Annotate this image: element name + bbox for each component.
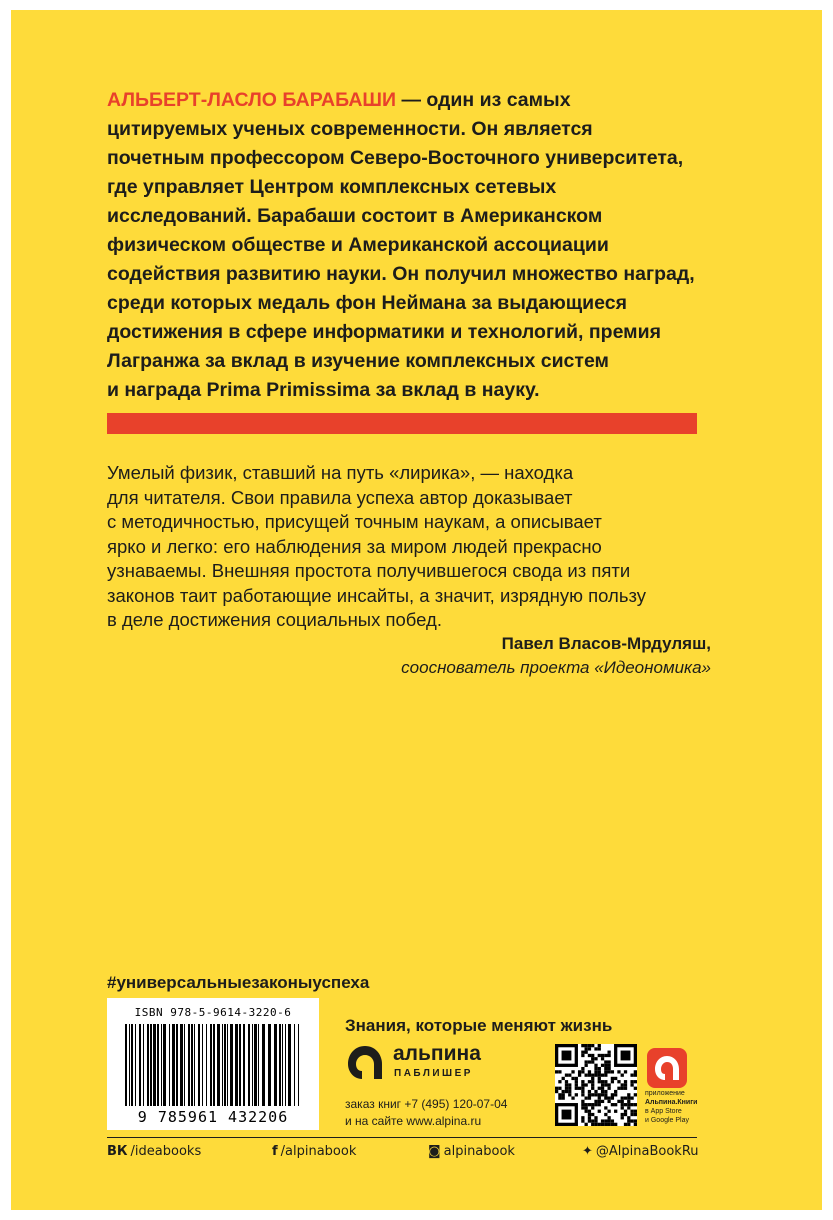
author-name: АЛЬБЕРТ-ЛАСЛО БАРАБАШИ <box>107 89 397 111</box>
bio-line: — один из самых <box>396 89 571 111</box>
isbn-barcode <box>107 998 319 1130</box>
footer-divider <box>107 1137 697 1138</box>
bio-line: достижения в сфере информатики и технологий, премия <box>107 321 661 343</box>
instagram-icon: ◙ <box>428 1144 441 1159</box>
social-facebook <box>272 1144 356 1159</box>
app-text-line: Альпина.Книги <box>645 1099 698 1106</box>
quote-author-name: Павел Власов-Мрдуляш, <box>501 634 711 653</box>
quote-line: законов таит работающие инсайты, а значит, изрядную пользу <box>107 584 647 606</box>
order-info <box>345 1096 545 1130</box>
app-text-line: в App Store <box>645 1108 682 1115</box>
social-vk <box>107 1144 201 1159</box>
quote-line: ярко и легко: его наблюдения за миром людей прекрасно <box>107 535 602 557</box>
social-instagram <box>428 1144 515 1159</box>
quote-line: Умелый физик, ставший на путь «лирика», — находка <box>107 462 574 483</box>
bio-line: содействия развитию науки. Он получил множество наград, <box>107 263 695 285</box>
isbn-label: ISBN 978-5-9614-3220-6 <box>134 1006 292 1019</box>
app-text-line: и Google Play <box>645 1117 689 1124</box>
quote-line: узнаваемы. Внешняя простота получившегося свода из пяти <box>107 560 631 581</box>
quote-line: для читателя. Свои правила успеха автор доказывает <box>107 486 573 508</box>
author-bio <box>107 86 707 405</box>
app-text-line: приложение <box>645 1090 685 1097</box>
review-quote <box>107 461 707 633</box>
bio-line: почетным профессором Северо-Восточного университета, <box>107 147 684 169</box>
bio-line: и награда Prima Primissima за вклад в науку. <box>107 379 540 401</box>
instagram-handle: alpinabook <box>443 1144 515 1159</box>
quote-author-role: сооснователь проекта «Идеономика» <box>401 658 711 677</box>
red-divider-bar <box>107 413 697 434</box>
quote-line: с методичностью, присущей точным наукам, а описывает <box>107 511 602 532</box>
vk-handle: /ideabooks <box>130 1144 202 1159</box>
facebook-handle: /alpinabook <box>280 1144 357 1159</box>
barcode-digits: 9 785961 432206 <box>137 1108 289 1126</box>
qr-code <box>555 1044 637 1126</box>
bio-line: физическом обществе и Американской ассоциации <box>107 234 609 256</box>
alpina-app-icon <box>647 1048 687 1088</box>
order-phone: заказ книг +7 (495) 120-07-04 <box>345 1097 508 1111</box>
bio-line: где управляет Центром комплексных сетевых <box>107 176 557 198</box>
twitter-handle: @AlpinaBookRu <box>595 1144 699 1159</box>
vk-icon: ВК <box>107 1144 128 1159</box>
barcode-bars <box>125 1024 301 1106</box>
bio-line: среди которых медаль фон Неймана за выдающиеся <box>107 292 627 314</box>
hashtag: #универсальныезаконыуспеха <box>107 973 370 992</box>
facebook-icon: f <box>272 1144 278 1159</box>
bio-line: Лагранжа за вклад в изучение комплексных систем <box>107 350 609 372</box>
publisher-name: альпина <box>393 1042 481 1065</box>
order-website: и на сайте www.alpina.ru <box>345 1114 482 1128</box>
publisher-tagline: Знания, которые меняют жизнь <box>345 1016 613 1035</box>
app-store-text <box>645 1089 705 1125</box>
quote-line: в деле достижения социальных побед. <box>107 609 442 630</box>
publisher-subtitle: ПАБЛИШЕР <box>394 1068 473 1079</box>
app-icon <box>647 1048 687 1088</box>
publisher-logo <box>345 1040 535 1090</box>
bio-line: исследований. Барабаши состоит в Американском <box>107 205 603 227</box>
social-twitter <box>582 1144 699 1159</box>
quote-attribution <box>211 632 711 680</box>
twitter-icon: ✦ <box>582 1144 593 1159</box>
bio-line: цитируемых ученых современности. Он является <box>107 118 593 140</box>
alpina-logo-icon <box>345 1043 385 1083</box>
